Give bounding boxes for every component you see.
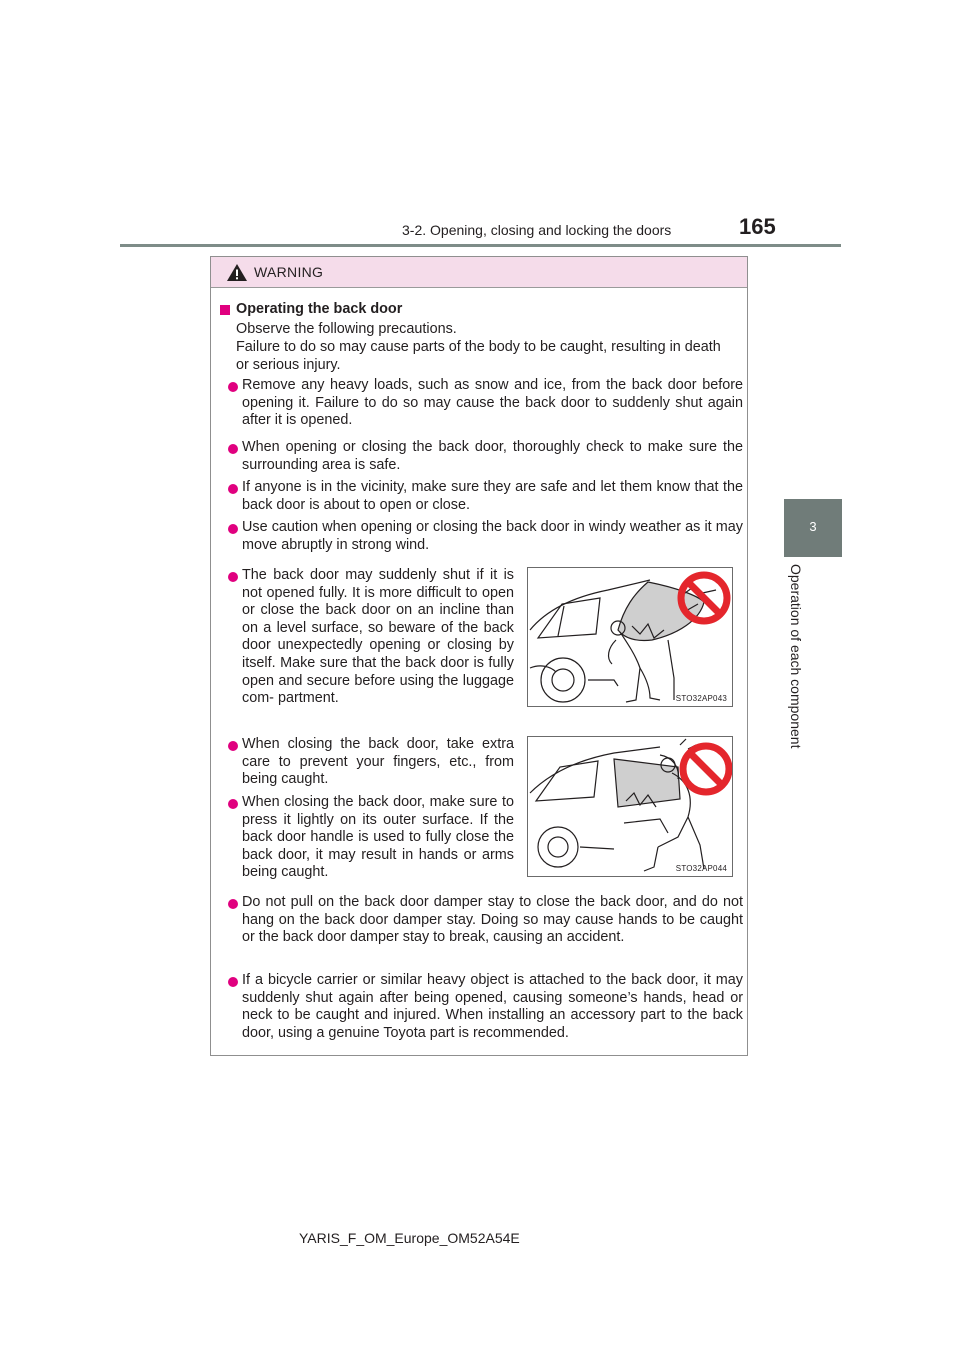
chapter-number: 3 (809, 519, 817, 534)
illustration-hand-caught (527, 736, 733, 877)
bullet-text: Use caution when opening or closing the back door in windy weather as it may move abruptly in strong wind. (242, 519, 743, 553)
warning-label: WARNING (254, 264, 324, 280)
warning-header (211, 257, 747, 288)
section-heading: Operating the back door (236, 301, 403, 317)
bullet-text: Remove any heavy loads, such as snow and ice, from the back door before opening it. Failure to do so may cause the back door to suddenly shut again after it is opened. (242, 377, 743, 429)
document-id: YARIS_F_OM_Europe_OM52A54E (299, 1230, 520, 1246)
chapter-label (786, 564, 808, 762)
bullet-text: When opening or closing the back door, thoroughly check to make sure the surrounding area is safe. (242, 439, 743, 473)
bullet-marker (228, 382, 238, 392)
bullet-marker (228, 741, 238, 751)
bullet-text: Do not pull on the back door damper stay to close the back door, and do not hang on the back door damper stay. Doing so may cause hands to be caught or the back door damper stay to break, causing an accident. (242, 894, 743, 946)
intro-line: Failure to do so may cause parts of the body to be caught, resulting in death (236, 339, 721, 355)
bullet-text: When closing the back door, make sure to press it lightly on its outer surface. If the back door handle is used to fully close the back door, it may result in hands or arms being caught. (242, 794, 514, 881)
bullet-marker (228, 524, 238, 534)
bullet-text: The back door may suddenly shut if it is not opened fully. It is more difficult to open or close the back door on an incline than on a level surface, so beware of the back door unexpectedly opening or closing by itself. Make sure that the back door is fully open and secure before using the luggage com- partment. (242, 567, 514, 707)
bullet-text: If a bicycle carrier or similar heavy object is attached to the back door, it may suddenly shut again after being opened, causing someone’s hands, head or neck to be caught and injured. When installing an accessory part to the back door, using a genuine Toyota part is recommended. (242, 972, 743, 1041)
warning-box (210, 256, 748, 1056)
bullet-marker (228, 444, 238, 454)
illustration-code: STO32AP044 (675, 864, 727, 873)
section-title: 3-2. Opening, closing and locking the doors (402, 222, 672, 238)
page-number: 165 (739, 214, 776, 239)
prohibited-icon (683, 746, 729, 792)
bullet-marker (228, 484, 238, 494)
section-square-marker (220, 305, 230, 315)
illustration-code: STO32AP043 (675, 694, 727, 703)
bullet-marker (228, 899, 238, 909)
bullet-marker (228, 977, 238, 987)
header-rule (120, 244, 841, 247)
back-door-shutting-illustration (528, 568, 733, 707)
chapter-label-text: Operation of each component (788, 564, 804, 749)
bullet-marker (228, 572, 238, 582)
intro-line: Observe the following precautions. (236, 321, 457, 337)
bullet-marker (228, 799, 238, 809)
illustration-door-shut (527, 567, 733, 707)
bullet-text: If anyone is in the vicinity, make sure they are safe and let them know that the back door is about to open or close. (242, 479, 743, 513)
intro-line: or serious injury. (236, 357, 341, 373)
bullet-text: When closing the back door, take extra care to prevent your fingers, etc., from being caught. (242, 736, 514, 788)
hand-caught-illustration (528, 737, 733, 877)
warning-triangle-icon (226, 263, 248, 282)
